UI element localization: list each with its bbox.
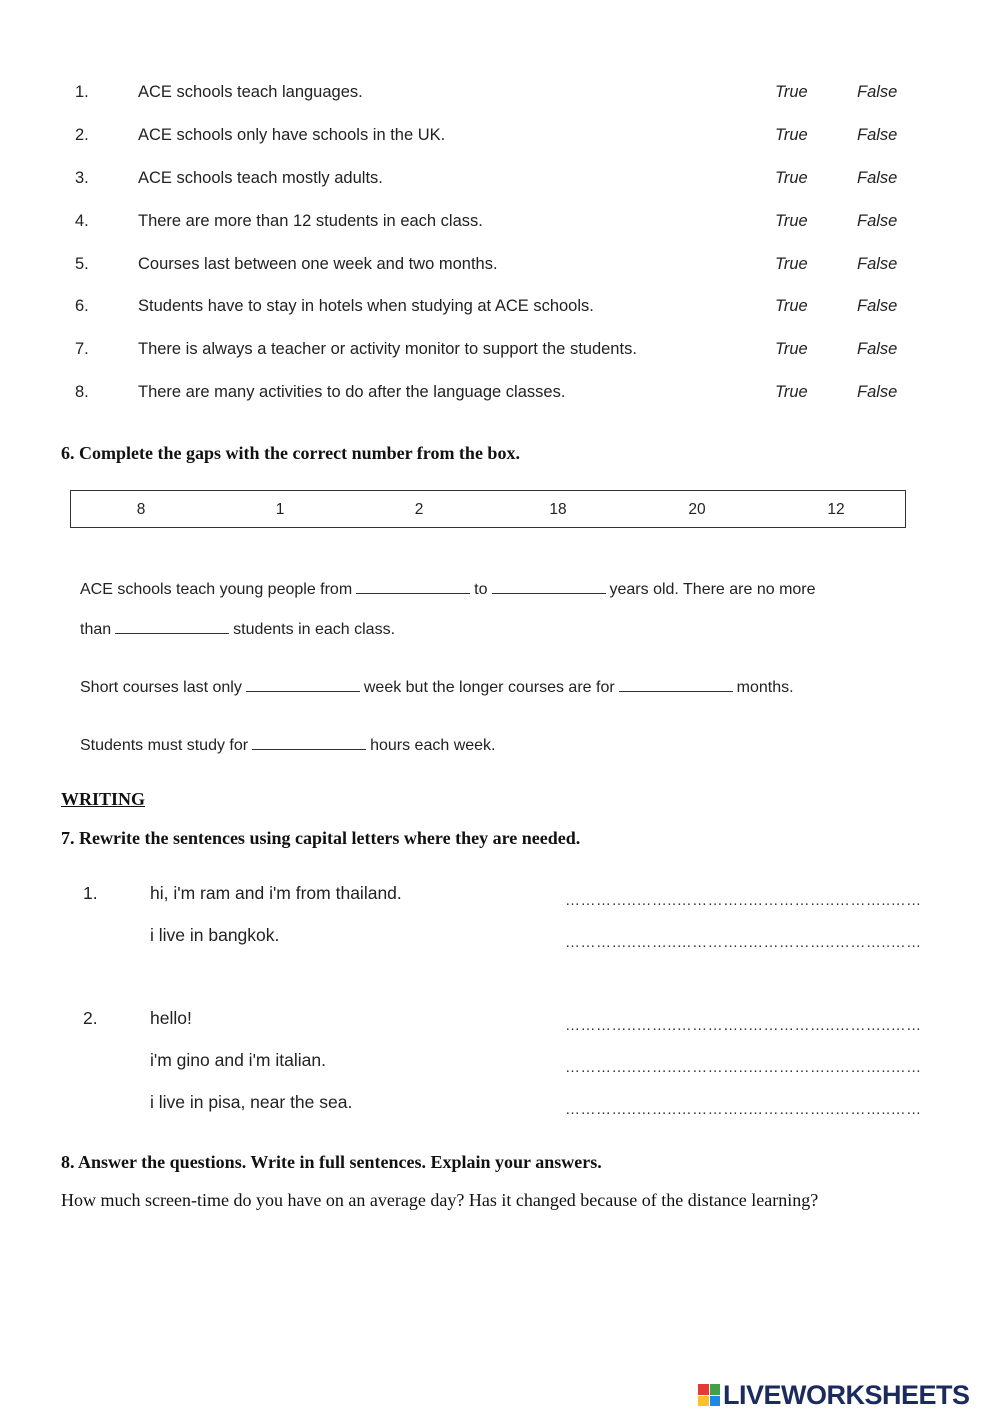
item-number: 8. bbox=[75, 383, 89, 401]
statement: There are many activities to do after the language classes. bbox=[138, 383, 566, 401]
tf-row-3 bbox=[0, 169, 1000, 199]
tf-row-4 bbox=[0, 212, 1000, 242]
item-number: 6. bbox=[75, 297, 89, 315]
tf-row-2 bbox=[0, 126, 1000, 156]
gap-sentence-4 bbox=[80, 736, 495, 755]
item-number: 1. bbox=[75, 83, 89, 101]
answer-line[interactable]: …………..……..…………..……………..………..…… bbox=[565, 1017, 922, 1034]
tf-row-7 bbox=[0, 340, 1000, 370]
false-option[interactable]: False bbox=[857, 169, 898, 187]
statement: ACE schools teach mostly adults. bbox=[138, 169, 383, 187]
tf-row-5 bbox=[0, 255, 1000, 285]
false-option[interactable]: False bbox=[857, 212, 898, 230]
statement: Students have to stay in hotels when studying at ACE schools. bbox=[138, 297, 594, 315]
tf-row-6 bbox=[0, 297, 1000, 327]
item-number: 2. bbox=[75, 126, 89, 144]
gap-blank-5[interactable] bbox=[619, 678, 733, 692]
section-7-heading: 7. Rewrite the sentences using capital letters where they are needed. bbox=[61, 828, 581, 848]
true-option[interactable]: True bbox=[775, 383, 808, 401]
true-option[interactable]: True bbox=[775, 297, 808, 315]
false-option[interactable]: False bbox=[857, 126, 898, 144]
gap-blank-1[interactable] bbox=[356, 580, 470, 594]
section-8-question: How much screen-time do you have on an average day? Has it changed because of the distance learning? bbox=[61, 1190, 819, 1210]
true-option[interactable]: True bbox=[775, 169, 808, 187]
true-option[interactable]: True bbox=[775, 83, 808, 101]
answer-line[interactable]: …………..……..…………..……………..………..…… bbox=[565, 934, 922, 951]
gap-text: than bbox=[80, 621, 112, 638]
rewrite-sentence: i live in bangkok. bbox=[150, 925, 280, 945]
statement: ACE schools only have schools in the UK. bbox=[138, 126, 446, 144]
statement: There are more than 12 students in each class. bbox=[138, 212, 483, 230]
gap-text: students in each class. bbox=[233, 621, 396, 638]
number-option: 1 bbox=[275, 501, 285, 518]
number-option: 20 bbox=[688, 501, 706, 518]
answer-line[interactable]: …………..……..…………..……………..………..…… bbox=[565, 892, 922, 909]
number-option: 2 bbox=[414, 501, 424, 518]
statement: Courses last between one week and two months. bbox=[138, 255, 498, 273]
false-option[interactable]: False bbox=[857, 383, 898, 401]
logo-blocks-icon bbox=[698, 1384, 720, 1406]
gap-text: hours each week. bbox=[370, 737, 496, 754]
section-6-heading: 6. Complete the gaps with the correct number from the box. bbox=[61, 443, 520, 463]
gap-blank-2[interactable] bbox=[492, 580, 606, 594]
true-option[interactable]: True bbox=[775, 126, 808, 144]
false-option[interactable]: False bbox=[857, 255, 898, 273]
statement: There is always a teacher or activity monitor to support the students. bbox=[138, 340, 637, 358]
gap-sentence-3 bbox=[80, 678, 794, 697]
false-option[interactable]: False bbox=[857, 297, 898, 315]
false-option[interactable]: False bbox=[857, 340, 898, 358]
item-number: 4. bbox=[75, 212, 89, 230]
gap-text: years old. There are no more bbox=[609, 581, 816, 598]
number-box bbox=[70, 490, 906, 528]
gap-sentence-1 bbox=[80, 580, 816, 599]
gap-text: Students must study for bbox=[80, 737, 249, 754]
gap-text: months. bbox=[736, 679, 794, 696]
rewrite-number: 1. bbox=[83, 883, 98, 903]
number-option: 12 bbox=[827, 501, 845, 518]
true-option[interactable]: True bbox=[775, 255, 808, 273]
number-option: 8 bbox=[136, 501, 146, 518]
gap-blank-4[interactable] bbox=[246, 678, 360, 692]
rewrite-sentence: i'm gino and i'm italian. bbox=[150, 1050, 326, 1070]
gap-text: Short courses last only bbox=[80, 679, 242, 696]
logo-text: LIVEWORKSHEETS bbox=[723, 1379, 970, 1410]
rewrite-sentence: i live in pisa, near the sea. bbox=[150, 1092, 353, 1112]
section-8-heading: 8. Answer the questions. Write in full sentences. Explain your answers. bbox=[61, 1152, 602, 1172]
statement: ACE schools teach languages. bbox=[138, 83, 363, 101]
gap-text: ACE schools teach young people from bbox=[80, 581, 353, 598]
liveworksheets-logo bbox=[698, 1380, 970, 1410]
item-number: 7. bbox=[75, 340, 89, 358]
true-option[interactable]: True bbox=[775, 212, 808, 230]
number-option: 18 bbox=[549, 501, 567, 518]
tf-row-1 bbox=[0, 83, 1000, 113]
gap-text: week but the longer courses are for bbox=[363, 679, 615, 696]
gap-blank-6[interactable] bbox=[252, 736, 366, 750]
item-number: 5. bbox=[75, 255, 89, 273]
false-option[interactable]: False bbox=[857, 83, 898, 101]
writing-title: WRITING bbox=[61, 789, 146, 809]
tf-row-8 bbox=[0, 383, 1000, 413]
answer-line[interactable]: …………..……..…………..……………..………..…… bbox=[565, 1101, 922, 1118]
true-option[interactable]: True bbox=[775, 340, 808, 358]
gap-text: to bbox=[474, 581, 488, 598]
rewrite-sentence: hi, i'm ram and i'm from thailand. bbox=[150, 883, 402, 903]
rewrite-sentence: hello! bbox=[150, 1008, 192, 1028]
gap-sentence-2 bbox=[80, 620, 395, 639]
gap-blank-3[interactable] bbox=[115, 620, 229, 634]
answer-line[interactable]: …………..……..…………..……………..………..…… bbox=[565, 1059, 922, 1076]
rewrite-number: 2. bbox=[83, 1008, 98, 1028]
item-number: 3. bbox=[75, 169, 89, 187]
